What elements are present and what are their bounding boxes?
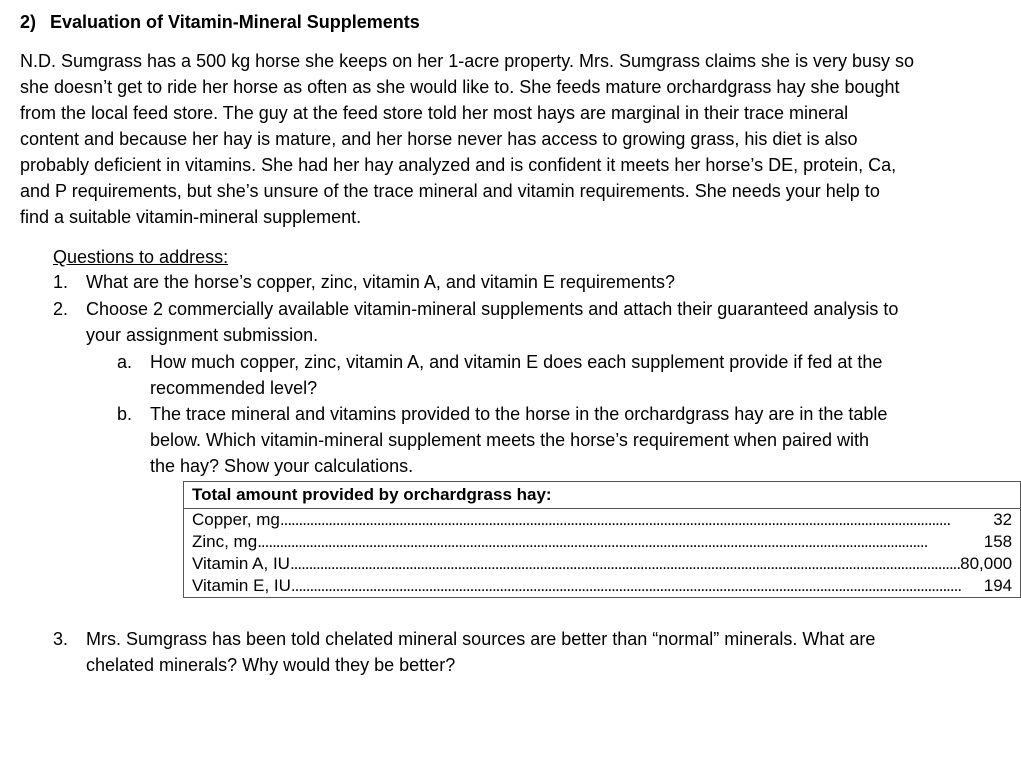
question-2-marker: 2.	[53, 299, 69, 319]
question-2a-text: recommended level?	[150, 378, 318, 398]
question-1-text: What are the horse’s copper, zinc, vitamin A, and vitamin E requirements?	[86, 272, 675, 292]
question-2b-text: The trace mineral and vitamins provided to the horse in the orchardgrass hay are in the table	[150, 404, 888, 424]
leader-dots	[291, 575, 984, 597]
table-row	[184, 553, 1021, 575]
intro-line: from the local feed store. The guy at the feed store told her most hays are marginal in their trace mineral	[20, 103, 849, 123]
question-1-marker: 1.	[53, 272, 69, 292]
table-row-label: Zinc, mg	[192, 532, 258, 551]
section-title: Evaluation of Vitamin-Mineral Supplements	[50, 12, 420, 32]
leader-dots	[257, 531, 984, 553]
table-row	[184, 531, 1021, 553]
table-row-label: Vitamin A, IU	[192, 554, 290, 573]
table-row-value: 80,000	[960, 554, 1013, 573]
question-2a-text: How much copper, zinc, vitamin A, and vitamin E does each supplement provide if fed at the	[150, 352, 883, 372]
question-3-text: chelated minerals? Why would they be better?	[86, 655, 456, 675]
table-row-label: Vitamin E, IU	[192, 576, 291, 595]
question-2-text: your assignment submission.	[86, 325, 319, 345]
hay-table-header: Total amount provided by orchardgrass hay:	[184, 482, 1021, 509]
question-3-text: Mrs. Sumgrass has been told chelated mineral sources are better than “normal” minerals. What are	[86, 629, 876, 649]
question-2-text: Choose 2 commercially available vitamin-mineral supplements and attach their guaranteed analysis to	[86, 299, 899, 319]
table-row	[184, 509, 1021, 532]
table-row-label: Copper, mg	[192, 510, 280, 529]
question-2a-marker: a.	[117, 352, 133, 372]
intro-paragraph	[20, 48, 990, 230]
question-2b-text: the hay? Show your calculations.	[150, 456, 414, 476]
section-number: 2)	[20, 12, 37, 32]
table-row-value: 158	[983, 532, 1013, 551]
intro-line: she doesn’t get to ride her horse as often as she would like to. She feeds mature orchardgrass hay she bought	[20, 77, 900, 97]
question-3-marker: 3.	[53, 629, 69, 649]
question-2b-text: below. Which vitamin-mineral supplement meets the horse’s requirement when paired with	[150, 430, 870, 450]
leader-dots	[290, 553, 960, 575]
intro-line: probably deficient in vitamins. She had her hay analyzed and is confident it meets her horse’s DE, protein, Ca,	[20, 155, 897, 175]
questions-heading: Questions to address:	[53, 247, 229, 267]
intro-line: content and because her hay is mature, and her horse never has access to growing grass, his diet is also	[20, 129, 858, 149]
table-row	[184, 575, 1021, 598]
intro-line: and P requirements, but she’s unsure of the trace mineral and vitamin requirements. She needs your help to	[20, 181, 880, 201]
question-2b-marker: b.	[117, 404, 133, 424]
table-row-value: 32	[993, 510, 1013, 529]
intro-line: N.D. Sumgrass has a 500 kg horse she keeps on her 1-acre property. Mrs. Sumgrass claims she is very busy so	[20, 51, 915, 71]
table-row-value: 194	[983, 576, 1013, 595]
hay-nutrient-table	[183, 481, 1021, 598]
section-heading	[20, 10, 420, 34]
intro-line: find a suitable vitamin-mineral supplement.	[20, 207, 362, 227]
leader-dots	[280, 509, 993, 531]
